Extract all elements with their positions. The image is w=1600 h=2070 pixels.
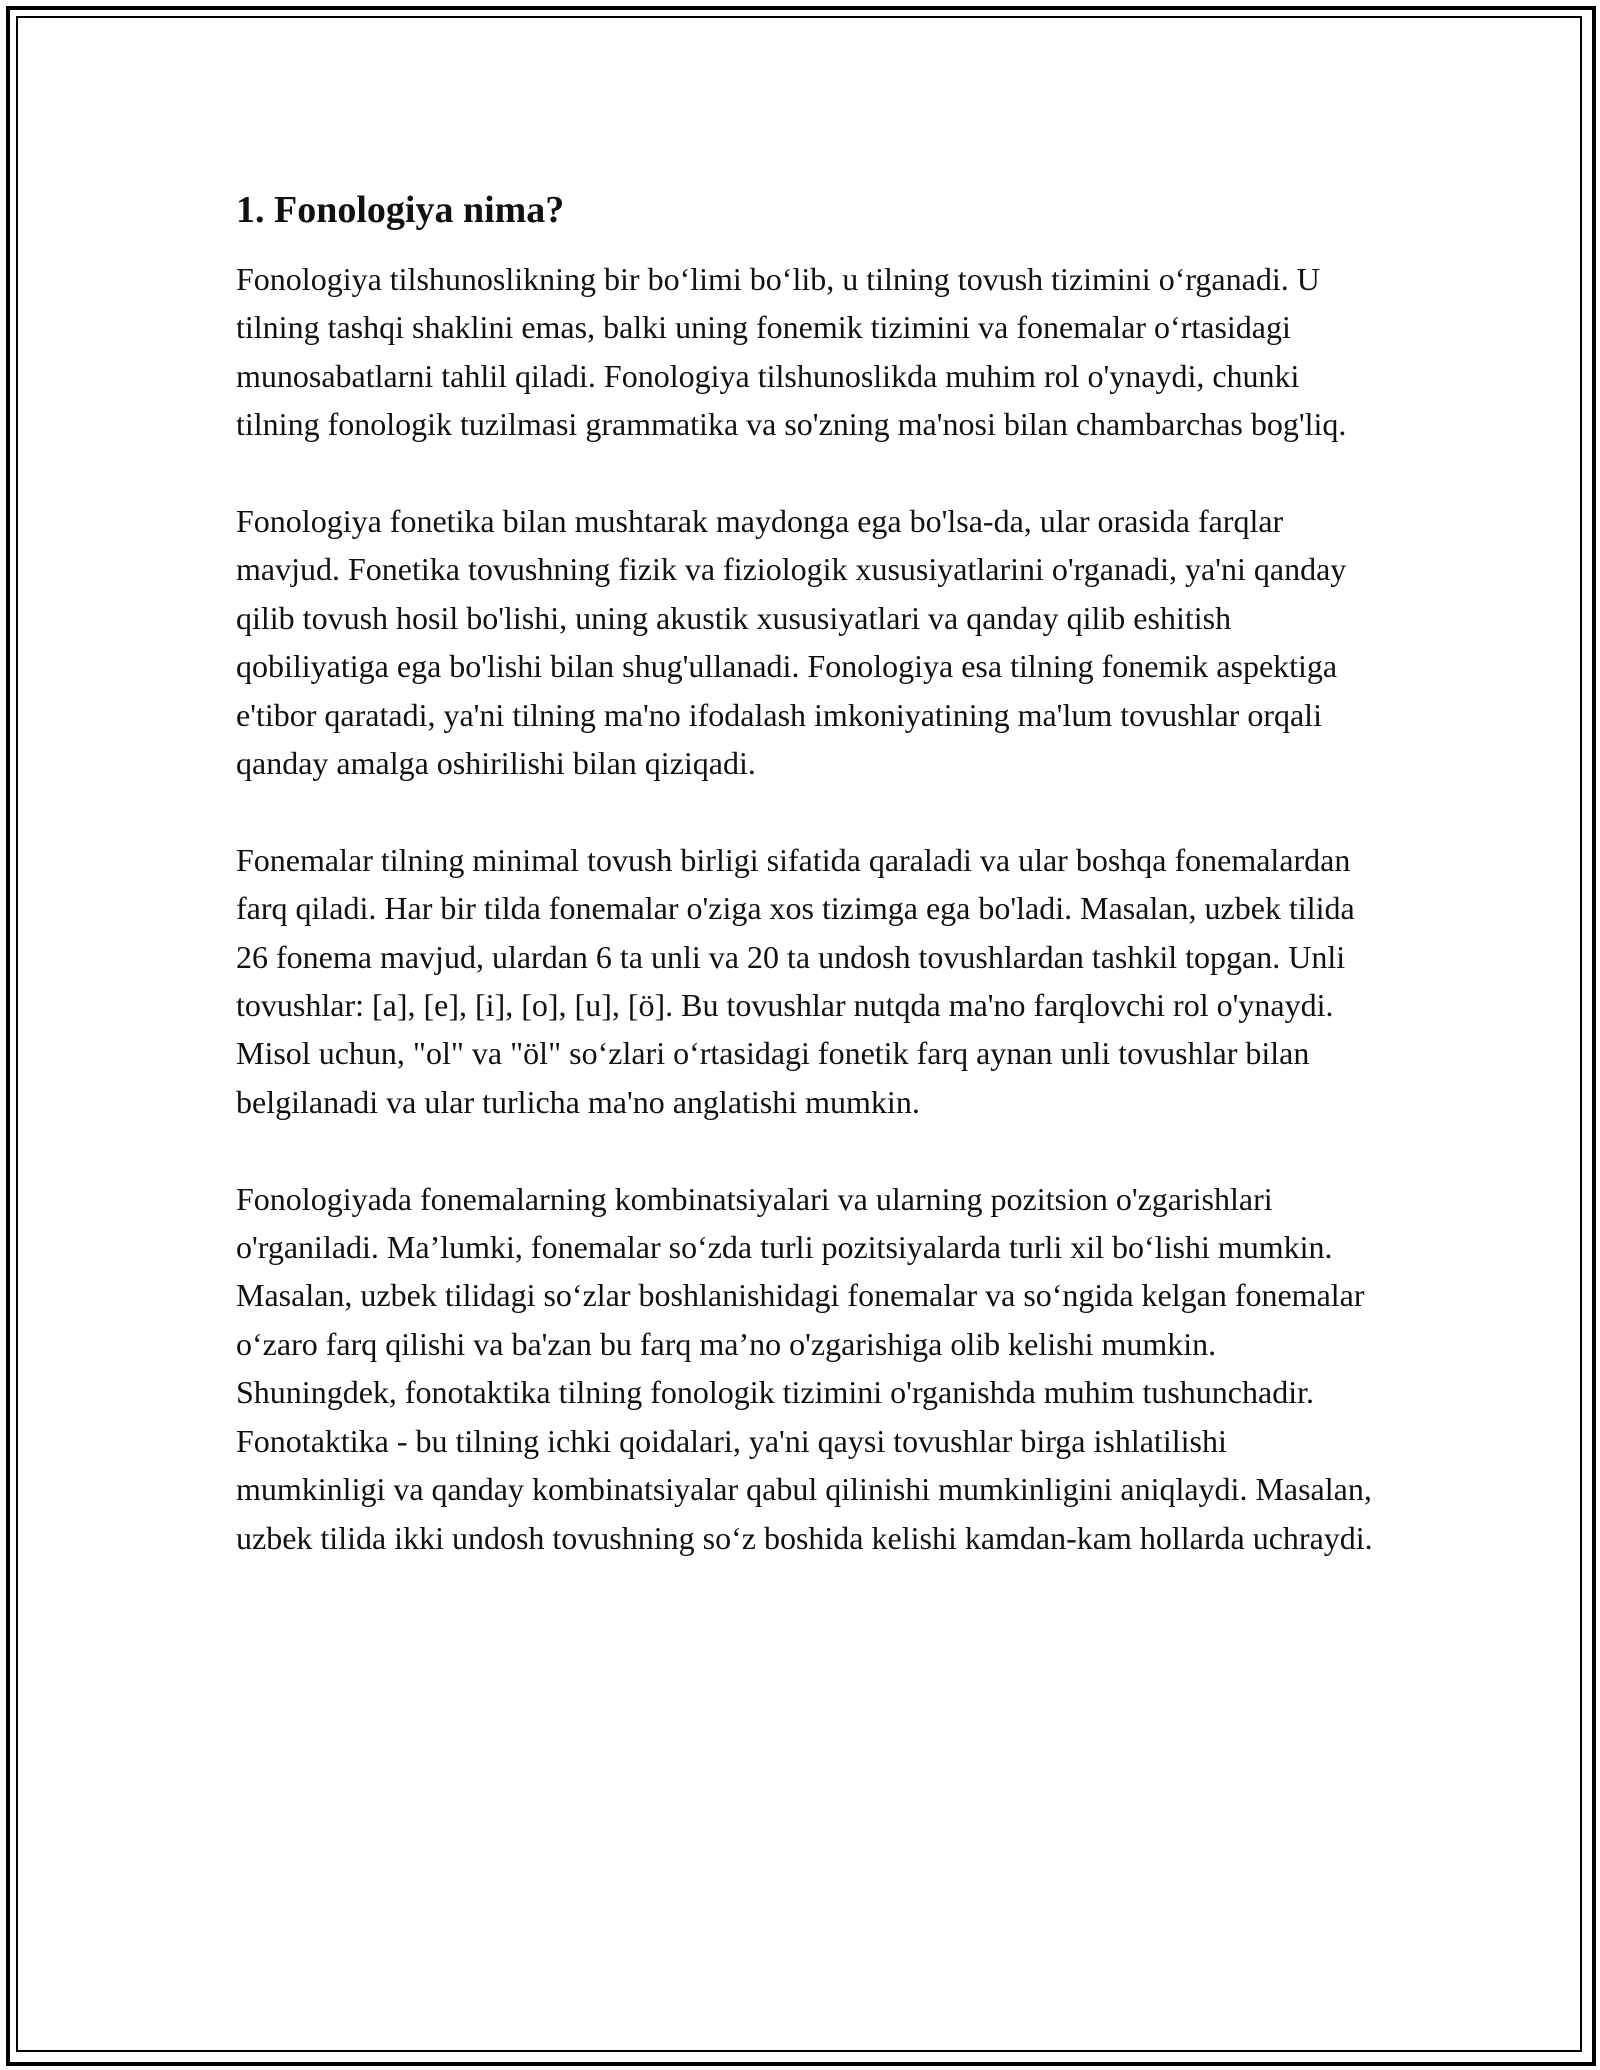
paragraph-1: Fonologiya tilshunoslikning bir bo‘limi bo‘lib, u tilning tovush tizimini o‘rganadi. U tilning tashqi shaklini emas, balki uning fonemik tizimini va fonemalar o‘rtasidagi munosabatlarni tahlil qiladi. Fonologiya tilshunoslikda muhim rol o'ynaydi, chunki tilning fonologik tuzilmasi grammatika va so'zning ma'nosi bilan chambarchas bog'liq.	[236, 261, 1347, 443]
document-body	[236, 186, 1376, 1562]
paragraph-3: Fonemalar tilning minimal tovush birligi sifatida qaraladi va ular boshqa fonemalardan farq qiladi. Har bir tilda fonemalar o'ziga xos tizimga ega bo'ladi. Masalan, uzbek tilida 26 fonema mavjud, ulardan 6 ta unli va 20 ta undosh tovushlardan tashkil topgan. Unli tovushlar: [a], [e], [i], [o], [u], [ö]. Bu tovushlar nutqda ma'no farqlovchi rol o'ynaydi. Misol uchun, "ol" va "öl" so‘zlari o‘rtasidagi fonetik farq aynan unli tovushlar bilan belgilanadi va ular turlicha ma'no anglatishi mumkin.	[236, 841, 1355, 1120]
paragraph-2: Fonologiya fonetika bilan mushtarak maydonga ega bo'lsa-da, ular orasida farqlar mavjud. Fonetika tovushning fizik va fiziologik xususiyatlarini o'rganadi, ya'ni qanday qilib tovush hosil bo'lishi, uning akustik xususiyatlari va qanday qilib eshitish qobiliyatiga ega bo'lishi bilan shug'ullanadi. Fonologiya esa tilning fonemik aspektiga e'tibor qaratadi, ya'ni tilning ma'no ifodalash imkoniyatining ma'lum tovushlar orqali qanday amalga oshirilishi bilan qiziqadi.	[236, 503, 1347, 782]
paragraph-4: Fonologiyada fonemalarning kombinatsiyalari va ularning pozitsion o'zgarishlari o'rganiladi. Ma’lumki, fonemalar so‘zda turli pozitsiyalarda turli xil bo‘lishi mumkin. Masalan, uzbek tilidagi so‘zlar boshlanishidagi fonemalar va so‘ngida kelgan fonemalar o‘zaro farq qilishi va ba'zan bu farq ma’no o'zgarishiga olib kelishi mumkin. Shuningdek, fonotaktika tilning fonologik tizimini o'rganishda muhim tushunchadir. Fonotaktika - bu tilning ichki qoidalari, ya'ni qaysi tovushlar birga ishlatilishi mumkinligi va qanday kombinatsiyalar qabul qilinishi mumkinligini aniqlaydi. Masalan, uzbek tilida ikki undosh tovushning so‘z boshida kelishi kamdan-kam hollarda uchraydi.	[236, 1180, 1373, 1556]
section-heading: 1. Fonologiya nima?	[236, 189, 565, 231]
